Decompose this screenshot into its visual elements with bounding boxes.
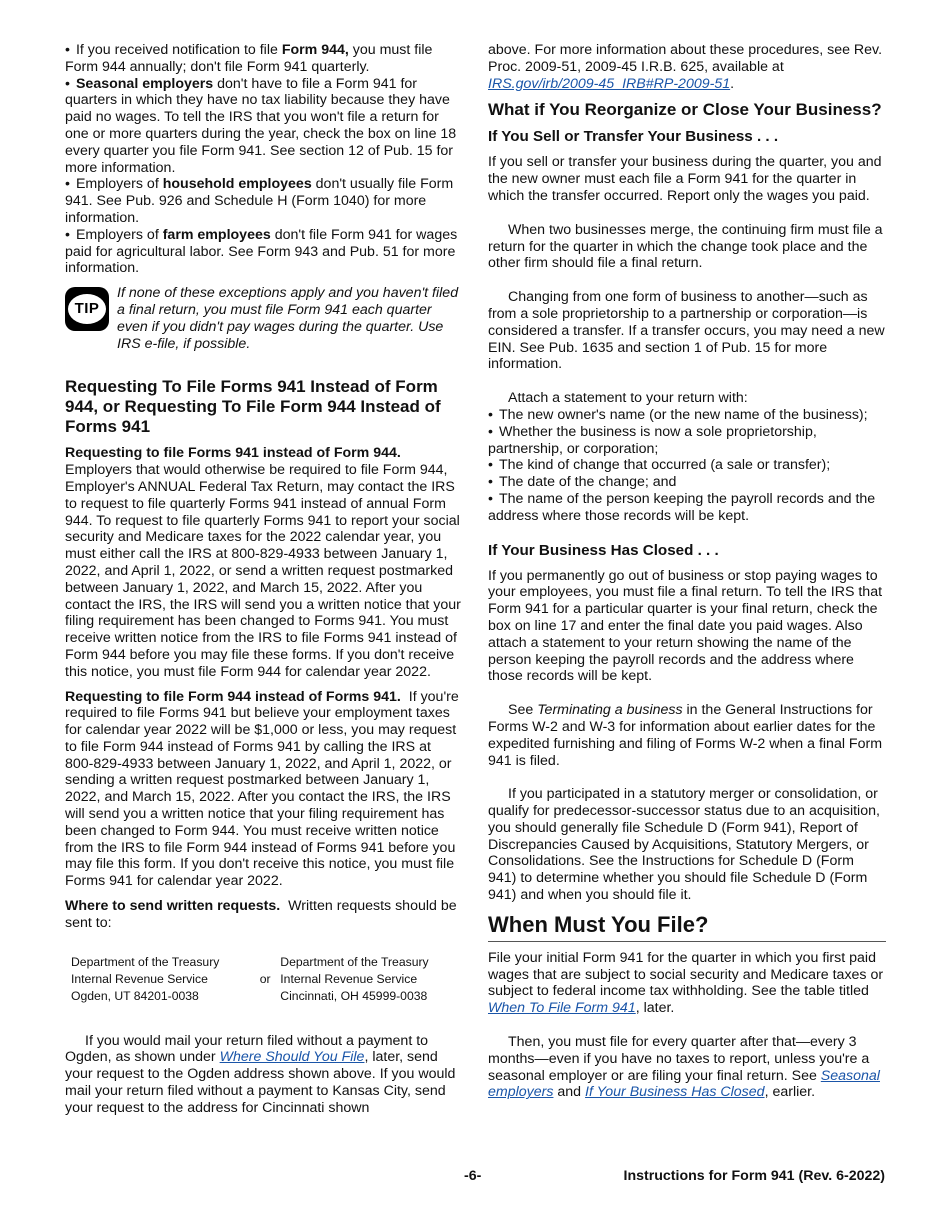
paragraph-mail-return: If you would mail your return filed without a payment to Ogden, as shown under Where Should You File, later, send your request to the Ogden address shown above. If you would mail your return filed without a payment to Kansas City, send your request to the address for Cincinnati shown [65, 1032, 456, 1116]
bullet-form-944: • If you received notification to file Form 944, you must file Form 944 annually; don't file Form 941 quarterly. [65, 42, 463, 76]
link-irs-rp-2009-51[interactable]: IRS.gov/irb/2009-45_IRB#RP-2009-51 [488, 75, 731, 92]
paragraph-merger: If you participated in a statutory merger or consolidation, or qualify for predecessor-successor status due to an acquisition, you should generally file Schedule D (Form 941), Report of Discrepancies Caused by Acquisitions, Statutory Mergers, or Consolidations. See the Instructions for Schedule D (Form 941) to determine whether you should file Schedule D (Form 941) and when you should file it. [488, 786, 880, 904]
paragraph-request-944: Requesting to file Form 944 instead of Forms 941. If you're required to file Forms 941 but believe your employment taxes for calendar year 2022 will be $1,000 or less, you may request to file Form 944 instead of Forms 941 by calling the IRS at 800-829-4933 between January 1, 2022, and April 1, 2022, or sending a written request postmarked between January 1, 2022, and March 15, 2022. After you contact the IRS, the IRS will send you a written notice that your filing requirement has been changed to Form 944. You must receive written notice from the IRS to file Form 944 instead of Forms 941 before you may file this form. If you don't receive this notice, you must file Forms 941 for calendar year 2022. [65, 688, 459, 890]
attach-list-item: • Whether the business is now a sole proprietorship, partnership, or corporation; [488, 424, 886, 458]
address-or: or [259, 971, 271, 986]
paragraph-request-941: Requesting to file Forms 941 instead of Form 944. Employers that would otherwise be required to file Form 944, Employer's ANNUAL Federal Tax Return, may contact the IRS to request to file quarterly Forms 941 instead of annual Form 944. To request to file quarterly Forms 941 to report your social security and Medicare taxes for the 2022 calendar year, you must either call the IRS at 800-829-4933 between January 1, 2022, and April 1, 2022, or send a written request postmarked between January 1, 2022, and March 15, 2022. After you contact the IRS, the IRS will send you a written notice that your filing requirement has been changed to Forms 941. You must receive written notice from the IRS to file Forms 941 instead of Form 944 before you may file these forms. If you don't receive this notice, you must file Form 944 for calendar year 2022. [65, 445, 461, 680]
address-ogden-line: Department of the Treasury [71, 954, 220, 969]
left-column [65, 42, 463, 1117]
page-number: -6- [464, 1168, 482, 1184]
subheading-sell-transfer: If You Sell or Transfer Your Business . . . [488, 128, 779, 146]
section-heading-requesting: Requesting To File Forms 941 Instead of Form 944, or Requesting To File Form 944 Instead of Forms 941 [65, 377, 441, 437]
paragraph-every-quarter: Then, you must file for every quarter after that—every 3 months—even if you have no taxes to report, unless you're a seasonal employer or are filing your final return. See Seasonal employers and If Your Business Has Closed, earlier. [488, 1034, 880, 1101]
address-table [65, 954, 463, 1005]
address-cincinnati-line: Department of the Treasury [280, 954, 429, 969]
link-where-should-you-file[interactable]: Where Should You File [219, 1049, 365, 1066]
link-business-closed[interactable]: If Your Business Has Closed [585, 1084, 765, 1101]
bullet-household-employees: • Employers of household employees don't usually file Form 941. See Pub. 926 and Schedule H (Form 1040) for more information. [65, 176, 463, 226]
paragraph-continued: above. For more information about these procedures, see Rev. Proc. 2009-51, 2009-45 I.R.B. 625, available at IRS.gov/irb/2009-45_IRB#RP-2009-51. [488, 42, 883, 92]
address-ogden-line: Internal Revenue Service [71, 971, 208, 986]
paragraph-attach: Attach a statement to your return with: [508, 390, 748, 407]
paragraph-sell: If you sell or transfer your business during the quarter, you and the new owner must each file a Form 941 for the quarter in which the transfer occurred. Report only the wages you paid. [488, 154, 882, 204]
section-heading-reorganize: What if You Reorganize or Close Your Business? [488, 100, 882, 120]
attach-list-item: • The name of the person keeping the payroll records and the address where those records will be kept. [488, 491, 886, 525]
bullet-farm-employees: • Employers of farm employees don't file Form 941 for wages paid for agricultural labor. See Form 943 and Pub. 51 for more information. [65, 227, 463, 277]
paragraph-initial-file: File your initial Form 941 for the quarter in which you first paid wages that are subject to social security and Medicare taxes or subject to federal income tax withholding. See the table titled When To File Form 941, later. [488, 949, 884, 1017]
attach-list-item: • The kind of change that occurred (a sale or transfer); [488, 457, 886, 474]
section-heading-when-file: When Must You File? [488, 912, 886, 942]
paragraph-terminating: See Terminating a business in the General Instructions for Forms W-2 and W-3 for information about earlier dates for the expedited furnishing and filing of Forms W-2 when a final Form 941 is filed. [488, 702, 883, 769]
subheading-business-closed: If Your Business Has Closed . . . [488, 541, 719, 559]
tip-icon: TIP [65, 287, 109, 331]
document-title: Instructions for Form 941 (Rev. 6-2022) [623, 1168, 885, 1184]
attach-list-item: • The new owner's name (or the new name of the business); [488, 407, 886, 424]
paragraph-where-to-send: Where to send written requests. Written requests should be sent to: [65, 898, 457, 931]
bullet-seasonal-employers: • Seasonal employers don't have to file a Form 941 for quarters in which they have no tax liability because they have paid no wages. To tell the IRS that you won't file a return for one or more quarters during the year, check the box on line 18 every quarter you file Form 941. See section 12 of Pub. 15 for more information. [65, 76, 463, 177]
address-cincinnati-line: Cincinnati, OH 45999-0038 [280, 988, 428, 1003]
address-cincinnati-line: Internal Revenue Service [280, 971, 418, 986]
link-when-to-file[interactable]: When To File Form 941 [488, 1000, 636, 1017]
address-ogden-line: Ogden, UT 84201-0038 [71, 988, 199, 1003]
paragraph-merge: When two businesses merge, the continuing firm must file a return for the quarter in which the change took place and the other firm should file a final return. [488, 221, 883, 272]
right-column [488, 42, 886, 1101]
tip-box [65, 285, 463, 352]
attach-list-item: • The date of the change; and [488, 474, 886, 491]
paragraph-change-form: Changing from one form of business to another—such as from a sole proprietorship to a partnership or corporation—is considered a transfer. If a transfer occurs, you may need a new EIN. See Pub. 1635 and section 1 of Pub. 15 for more information. [488, 289, 885, 373]
tip-text: If none of these exceptions apply and you haven't filed a final return, you must file Form 941 each quarter even if you didn't pay wages during the quarter. Use IRS e-file, if possible. [117, 285, 459, 352]
paragraph-closed: If you permanently go out of business or stop paying wages to your employees, you must file a final return. To tell the IRS that Form 941 for a particular quarter is your final return, check the box on line 17 and enter the final date you paid wages. Also attach a statement to your return showing the name of the person keeping the payroll records and the address where those records will be kept. [488, 567, 883, 685]
link-seasonal-employers[interactable]: Seasonal employers [488, 1067, 880, 1101]
